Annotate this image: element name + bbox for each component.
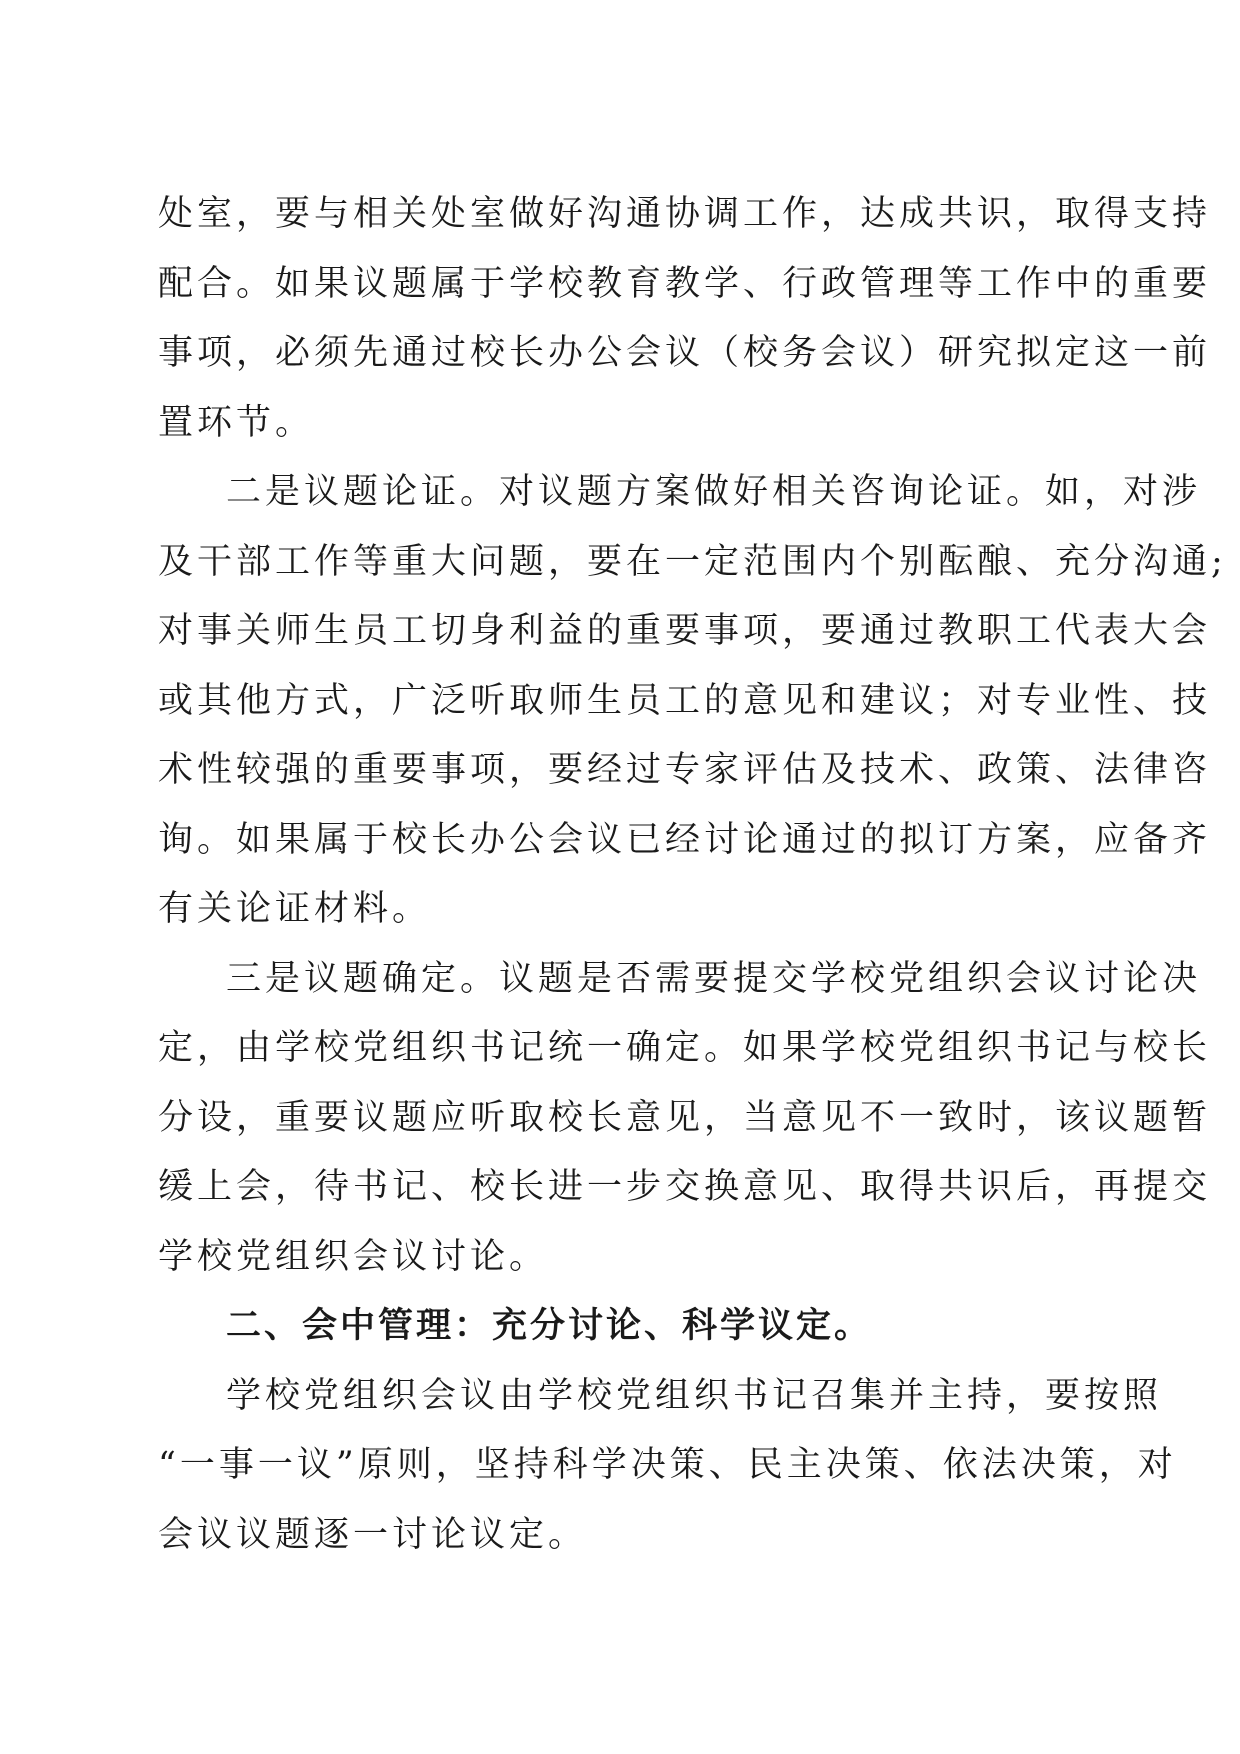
text-line: 事项，必须先通过校长办公会议（校务会议）研究拟定这一前 (158, 333, 1212, 373)
text-line: 二是议题论证。对议题方案做好相关咨询论证。如，对涉 (226, 472, 1202, 512)
text-line: 定，由学校党组织书记统一确定。如果学校党组织书记与校长 (158, 1028, 1212, 1068)
text-line: 学校党组织会议由学校党组织书记召集并主持，要按照 (226, 1375, 1163, 1416)
paragraph-topic-confirmation (158, 945, 1212, 1293)
text-line: 缓上会，待书记、校长进一步交换意见、取得共识后，再提交 (158, 1167, 1212, 1207)
text-line: 会议议题逐一讨论议定。 (158, 1514, 588, 1555)
paragraph-continuation (158, 180, 1212, 458)
section-heading-text: 二、会中管理：充分讨论、科学议定。 (226, 1306, 873, 1346)
text-line: 三是议题确定。议题是否需要提交学校党组织会议讨论决 (226, 958, 1202, 999)
document-body (158, 180, 1227, 1570)
text-line: 对事关师生员工切身利益的重要事项，要通过教职工代表大会 (158, 611, 1212, 651)
text-line: 处室，要与相关处室做好沟通协调工作，达成共识，取得支持 (158, 194, 1212, 234)
text-line: 有关论证材料。 (158, 889, 432, 929)
text-line: 分设，重要议题应听取校长意见，当意见不一致时，该议题暂 (158, 1097, 1212, 1138)
paragraph-meeting-management (158, 1362, 1177, 1571)
text-line: 置环节。 (158, 402, 315, 443)
text-line: 及干部工作等重大问题，要在一定范围内个别酝酿、充分沟通; (158, 541, 1227, 582)
text-line: 询。如果属于校长办公会议已经讨论通过的拟订方案，应备齐 (158, 819, 1212, 860)
section-heading (158, 1292, 1058, 1362)
text-line: 学校党组织会议讨论。 (158, 1236, 549, 1277)
text-line: 术性较强的重要事项，要经过专家评估及技术、政策、法律咨 (158, 750, 1212, 790)
text-line: “一事一议”原则，坚持科学决策、民主决策、依法决策，对 (158, 1445, 1177, 1485)
paragraph-topic-argument (158, 458, 1227, 945)
text-line: 或其他方式，广泛听取师生员工的意见和建议；对专业性、技 (158, 680, 1212, 721)
text-line: 配合。如果议题属于学校教育教学、行政管理等工作中的重要 (158, 263, 1212, 304)
